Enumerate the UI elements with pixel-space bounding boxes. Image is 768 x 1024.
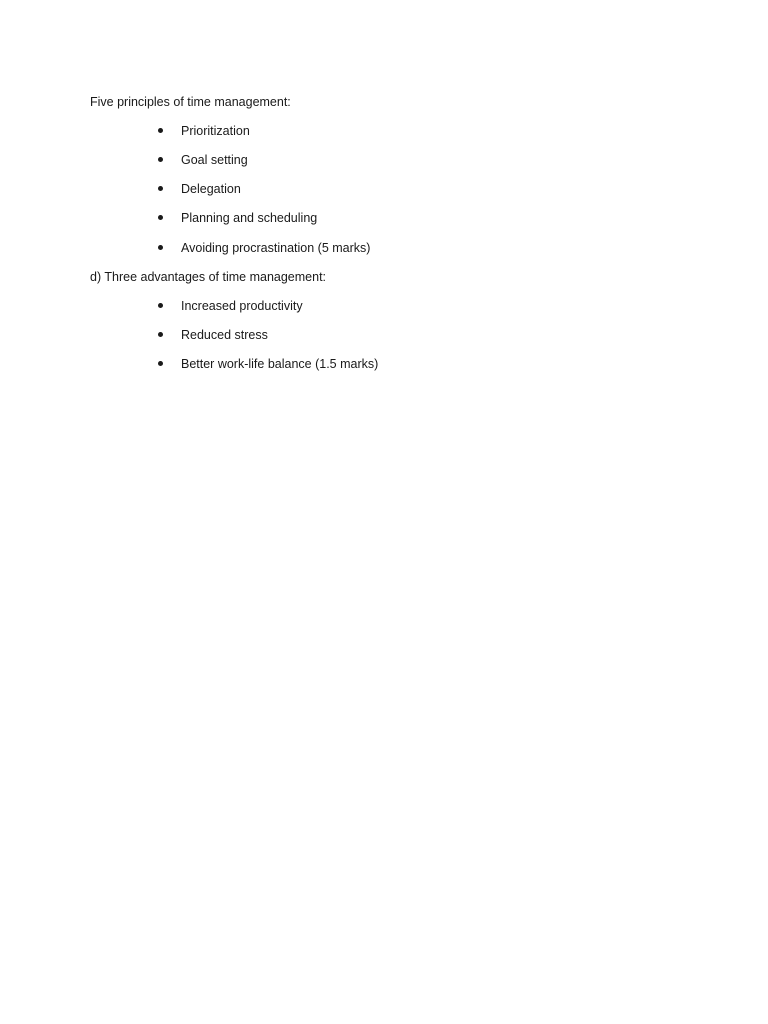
principle-text: Prioritization <box>181 124 250 138</box>
bullet-icon <box>158 361 163 366</box>
advantage-text: Reduced stress <box>181 328 268 342</box>
advantage-text: Increased productivity <box>181 299 303 313</box>
principle-text: Goal setting <box>181 153 248 167</box>
bullet-icon <box>158 128 163 133</box>
bullet-icon <box>158 186 163 191</box>
advantages-heading: d) Three advantages of time management: <box>90 270 327 284</box>
advantage-text: Better work-life balance (1.5 marks) <box>181 357 379 371</box>
principle-text: Avoiding procrastination (5 marks) <box>181 241 371 255</box>
bullet-icon <box>158 215 163 220</box>
principle-text: Planning and scheduling <box>181 211 318 225</box>
principles-heading: Five principles of time management: <box>90 95 291 109</box>
bullet-icon <box>158 157 163 162</box>
bullet-icon <box>158 332 163 337</box>
bullet-icon <box>158 245 163 250</box>
bullet-icon <box>158 303 163 308</box>
principle-text: Delegation <box>181 182 241 196</box>
